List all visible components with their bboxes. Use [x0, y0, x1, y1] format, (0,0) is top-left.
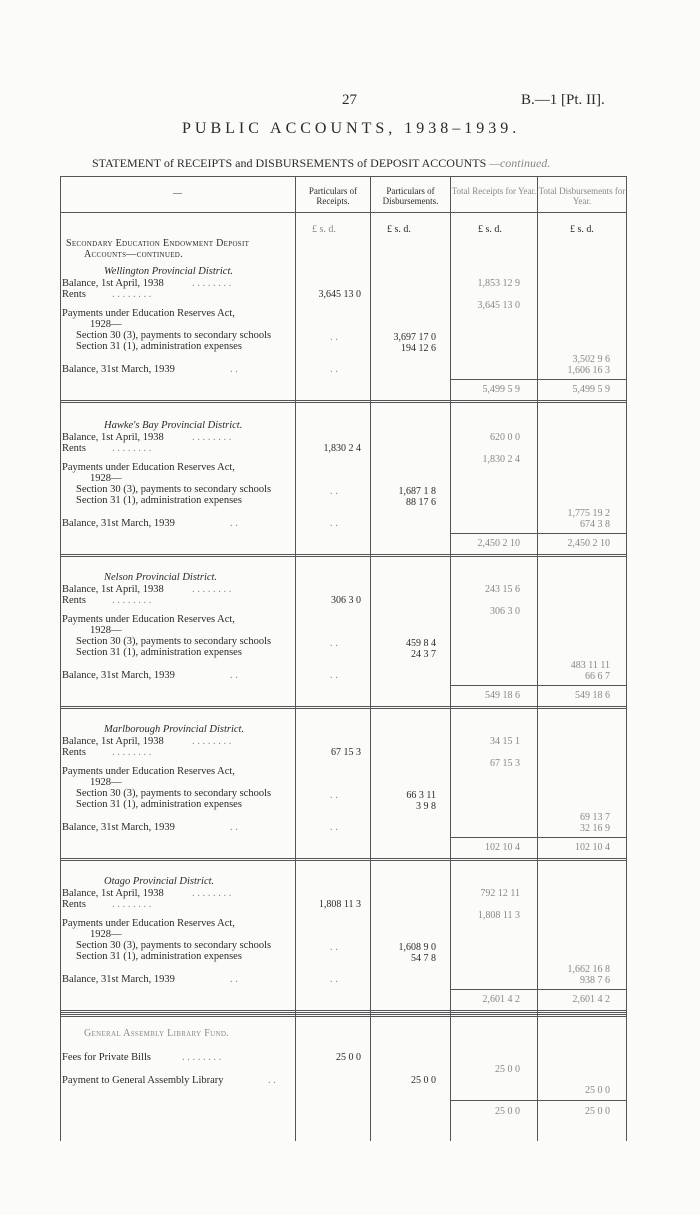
section-30-label: Section 30 (3), payments to secondary schools — [76, 636, 272, 647]
rents-leader: . . . . . . . . — [112, 595, 152, 606]
receipt-s30-leader: . . — [330, 638, 338, 649]
balance-start-total: 34 15 1 — [490, 736, 520, 747]
payments-label: Payments under Education Reserves Act, — [62, 614, 235, 625]
section-30-total-disbursement: 69 13 7 — [580, 812, 610, 823]
section-31-label: Section 31 (1), administration expenses — [76, 951, 242, 962]
section-31-label: Section 31 (1), administration expenses — [76, 799, 242, 810]
rents-label: Rents — [62, 443, 86, 454]
col-header-total-receipts: Total Receipts for Year. — [451, 186, 537, 196]
balance-end-label: Balance, 31st March, 1939 — [62, 974, 175, 985]
section-31-total-disbursement: 938 7 6 — [580, 975, 610, 986]
section-30-disbursement: 1,608 9 0 — [398, 942, 436, 953]
receipt-s30-leader: . . — [330, 332, 338, 343]
library-fees-label: Fees for Private Bills — [62, 1052, 151, 1063]
balance-start-leader: . . . . . . . . — [192, 584, 232, 595]
receipt-bal-leader: . . — [330, 518, 338, 529]
document-reference: B.—1 [Pt. II]. — [521, 92, 605, 108]
district-name: Wellington Provincial District. — [104, 266, 234, 277]
balance-start-leader: . . . . . . . . — [192, 736, 232, 747]
balance-end-leader: . . — [230, 670, 238, 681]
section-31-total-disbursement: 1,606 16 3 — [567, 365, 610, 376]
section-30-label: Section 30 (3), payments to secondary schools — [76, 330, 272, 341]
balance-start-label: Balance, 1st April, 1938 — [62, 888, 164, 899]
header-bottom-rule — [60, 212, 626, 213]
district-total-receipts: 2,450 2 10 — [477, 538, 520, 549]
rents-receipt: 3,645 13 0 — [318, 289, 361, 300]
district-total-disbursements: 5,499 5 9 — [572, 384, 610, 395]
library-payment-total: 25 0 0 — [585, 1085, 610, 1096]
balance-start-leader: . . . . . . . . — [192, 432, 232, 443]
library-total-receipts: 25 0 0 — [495, 1106, 520, 1117]
balance-start-label: Balance, 1st April, 1938 — [62, 736, 164, 747]
district-name: Hawke's Bay Provincial District. — [104, 420, 243, 431]
table-left-rule — [60, 176, 61, 1141]
library-payment-disb: 25 0 0 — [411, 1075, 436, 1086]
balance-start-label: Balance, 1st April, 1938 — [62, 584, 164, 595]
section-30-label: Section 30 (3), payments to secondary schools — [76, 940, 272, 951]
statement-subtitle — [92, 156, 550, 171]
section-31-disbursement: 194 12 6 — [401, 343, 436, 354]
rents-receipt: 67 15 3 — [331, 747, 361, 758]
district-total-rule — [451, 989, 626, 990]
col-rule-total-receipts — [450, 176, 451, 1141]
district-total-receipts: 5,499 5 9 — [482, 384, 520, 395]
district-total-rule — [451, 533, 626, 534]
receipt-s30-leader: . . — [330, 942, 338, 953]
rents-label: Rents — [62, 899, 86, 910]
col-header-total-disbursements: Total Disbursements for Year. — [538, 186, 626, 206]
payments-label: Payments under Education Reserves Act, — [62, 766, 235, 777]
payments-year: 1928— — [90, 319, 122, 330]
section-31-total-disbursement: 66 6 7 — [585, 671, 610, 682]
balance-end-leader: . . — [230, 974, 238, 985]
library-fees-leader: . . . . . . . . — [182, 1052, 222, 1063]
balance-end-label: Balance, 31st March, 1939 — [62, 670, 175, 681]
district-total-rule — [451, 379, 626, 380]
section-30-disbursement: 459 8 4 — [406, 638, 436, 649]
table-top-rule — [60, 176, 626, 177]
district-total-receipts: 102 10 4 — [485, 842, 520, 853]
subtitle-continued: —continued. — [489, 156, 551, 170]
section-31-label: Section 31 (1), administration expenses — [76, 647, 242, 658]
district-total-rule — [451, 837, 626, 838]
balance-start-total: 1,853 12 9 — [477, 278, 520, 289]
rents-total: 306 3 0 — [490, 606, 520, 617]
library-fees-total: 25 0 0 — [495, 1064, 520, 1075]
district-separator — [60, 706, 626, 709]
rents-leader: . . . . . . . . — [112, 289, 152, 300]
balance-end-label: Balance, 31st March, 1939 — [62, 822, 175, 833]
balance-end-leader: . . — [230, 518, 238, 529]
rents-leader: . . . . . . . . — [112, 747, 152, 758]
district-total-receipts: 2,601 4 2 — [482, 994, 520, 1005]
col-header-description: — — [173, 188, 182, 198]
district-total-disbursements: 549 18 6 — [575, 690, 610, 701]
balance-start-total: 792 12 11 — [480, 888, 520, 899]
col-rule-total-disbursements — [537, 176, 538, 1141]
section-31-label: Section 31 (1), administration expenses — [76, 495, 242, 506]
library-fees-receipt: 25 0 0 — [336, 1052, 361, 1063]
balance-end-label: Balance, 31st March, 1939 — [62, 518, 175, 529]
rents-label: Rents — [62, 595, 86, 606]
district-separator — [60, 554, 626, 557]
receipt-s30-leader: . . — [330, 486, 338, 497]
payments-year: 1928— — [90, 777, 122, 788]
library-heading: General Assembly Library Fund. — [84, 1028, 229, 1039]
district-total-disbursements: 2,450 2 10 — [567, 538, 610, 549]
payments-label: Payments under Education Reserves Act, — [62, 308, 235, 319]
section-30-total-disbursement: 3,502 9 6 — [572, 354, 610, 365]
rents-label: Rents — [62, 289, 86, 300]
section-31-label: Section 31 (1), administration expenses — [76, 341, 242, 352]
lsd-total-receipts: £ s. d. — [478, 224, 502, 235]
rents-total: 1,808 11 3 — [477, 910, 520, 921]
section-30-disbursement: 3,697 17 0 — [393, 332, 436, 343]
rents-receipt: 1,830 2 4 — [323, 443, 361, 454]
district-name: Otago Provincial District. — [104, 876, 215, 887]
balance-start-label: Balance, 1st April, 1938 — [62, 432, 164, 443]
col-header-receipts: Particulars of Receipts. — [308, 186, 358, 206]
district-total-disbursements: 102 10 4 — [575, 842, 610, 853]
balance-end-label: Balance, 31st March, 1939 — [62, 364, 175, 375]
section-30-total-disbursement: 1,775 19 2 — [567, 508, 610, 519]
section-30-total-disbursement: 483 11 11 — [570, 660, 610, 671]
lsd-total-disbursements: £ s. d. — [570, 224, 594, 235]
section-30-label: Section 30 (3), payments to secondary schools — [76, 788, 272, 799]
district-name: Nelson Provincial District. — [104, 572, 218, 583]
district-total-receipts: 549 18 6 — [485, 690, 520, 701]
district-total-disbursements: 2,601 4 2 — [572, 994, 610, 1005]
rents-leader: . . . . . . . . — [112, 443, 152, 454]
balance-start-total: 620 0 0 — [490, 432, 520, 443]
section-30-label: Section 30 (3), payments to secondary schools — [76, 484, 272, 495]
rents-total: 1,830 2 4 — [482, 454, 520, 465]
section-30-disbursement: 66 3 11 — [406, 790, 436, 801]
rents-label: Rents — [62, 747, 86, 758]
balance-end-leader: . . — [230, 364, 238, 375]
receipt-bal-leader: . . — [330, 670, 338, 681]
section-31-total-disbursement: 32 16 9 — [580, 823, 610, 834]
page-number: 27 — [342, 92, 357, 108]
section-31-disbursement: 88 17 6 — [406, 497, 436, 508]
balance-start-label: Balance, 1st April, 1938 — [62, 278, 164, 289]
section-31-disbursement: 24 3 7 — [411, 649, 436, 660]
col-rule-disbursements — [370, 176, 371, 1141]
rents-receipt: 306 3 0 — [331, 595, 361, 606]
district-name: Marlborough Provincial District. — [104, 724, 245, 735]
receipt-bal-leader: . . — [330, 822, 338, 833]
section-31-disbursement: 54 7 8 — [411, 953, 436, 964]
receipt-s30-leader: . . — [330, 790, 338, 801]
library-separator — [60, 1014, 626, 1017]
section-31-disbursement: 3 9 8 — [416, 801, 436, 812]
payments-year: 1928— — [90, 929, 122, 940]
rents-total: 3,645 13 0 — [477, 300, 520, 311]
balance-start-leader: . . . . . . . . — [192, 888, 232, 899]
library-payment-leader: . . — [268, 1075, 276, 1086]
lsd-receipts: £ s. d. — [312, 224, 336, 235]
district-total-rule — [451, 685, 626, 686]
subtitle-main: STATEMENT of RECEIPTS and DISBURSEMENTS of DEPOSIT ACCOUNTS — [92, 156, 487, 170]
rents-leader: . . . . . . . . — [112, 899, 152, 910]
district-separator — [60, 1010, 626, 1013]
section-heading-line2: Accounts—continued. — [84, 249, 183, 260]
section-31-total-disbursement: 674 3 8 — [580, 519, 610, 530]
lsd-disbursements: £ s. d. — [387, 224, 411, 235]
balance-end-leader: . . — [230, 822, 238, 833]
balance-start-leader: . . . . . . . . — [192, 278, 232, 289]
payments-label: Payments under Education Reserves Act, — [62, 462, 235, 473]
receipt-bal-leader: . . — [330, 974, 338, 985]
rents-total: 67 15 3 — [490, 758, 520, 769]
rents-receipt: 1,808 11 3 — [318, 899, 361, 910]
district-separator — [60, 858, 626, 861]
table-right-rule — [626, 176, 627, 1141]
section-30-disbursement: 1,687 1 8 — [398, 486, 436, 497]
section-heading-line1: Secondary Education Endowment Deposit — [66, 238, 250, 249]
receipt-bal-leader: . . — [330, 364, 338, 375]
library-payment-label: Payment to General Assembly Library — [62, 1075, 224, 1086]
payments-label: Payments under Education Reserves Act, — [62, 918, 235, 929]
col-rule-receipts — [295, 176, 296, 1141]
col-header-disbursements: Particulars of Disbursements. — [382, 186, 439, 206]
balance-start-total: 243 15 6 — [485, 584, 520, 595]
section-30-total-disbursement: 1,662 16 8 — [567, 964, 610, 975]
library-total-disbursements: 25 0 0 — [585, 1106, 610, 1117]
page-title: PUBLIC ACCOUNTS, 1938–1939. — [182, 120, 521, 137]
payments-year: 1928— — [90, 473, 122, 484]
payments-year: 1928— — [90, 625, 122, 636]
district-separator — [60, 400, 626, 403]
library-total-rule — [451, 1100, 626, 1101]
